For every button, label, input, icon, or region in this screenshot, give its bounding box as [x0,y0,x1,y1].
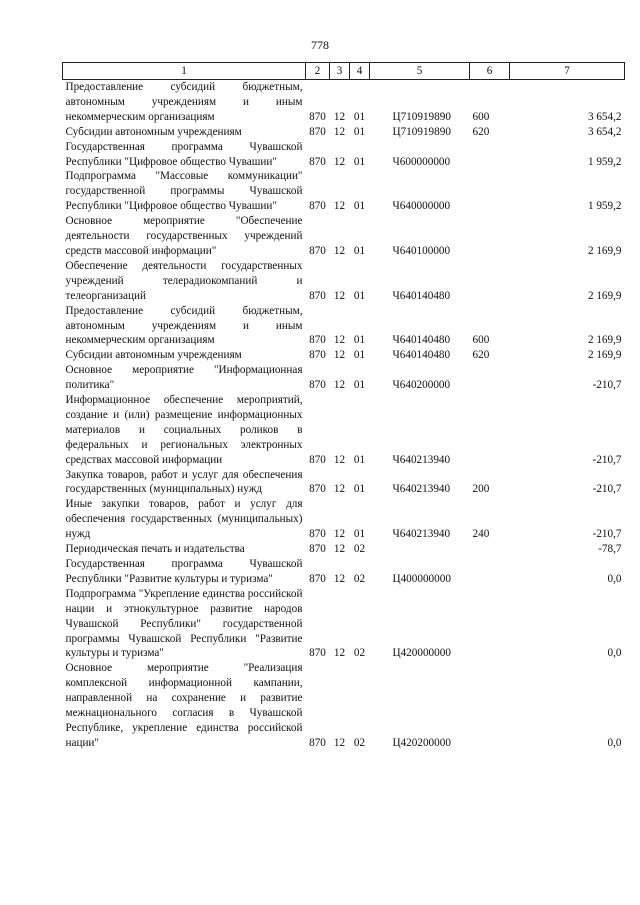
table-row [63,214,625,259]
target-article-code: Ц420200000 [392,736,451,749]
target-article-code: Ц710919890 [392,125,451,138]
expense-type-code [470,587,510,662]
item-name: Предоставление субсидий бюджетным, автономным учреждениям и иным некоммерческим организациям [65,304,303,347]
ministry-code: 870 [309,244,326,257]
amount: -210,7 [592,453,622,466]
amount: 2 169,9 [587,244,622,257]
expense-type-code [470,169,510,214]
item-name: Информационное обеспечение мероприятий, создание и (или) размещение информационных материалов и социальных роликов в федеральных и региональных электронных средствах массовой информации [65,394,303,466]
table-row [63,363,625,393]
target-article-code: Ц400000000 [392,572,451,585]
expense-type-code: 200 [472,483,490,496]
subsection-code: 01 [353,155,366,168]
table-row [63,542,625,557]
subsection-code: 01 [353,125,366,138]
target-article-code: Ч640213940 [392,483,451,496]
table-row [63,140,625,170]
amount: 2 169,9 [587,289,622,302]
target-article-code: Ч640100000 [392,244,451,257]
table-row [63,497,625,542]
subsection-code: 01 [353,289,366,302]
expense-type-code: 240 [472,528,490,541]
subsection-code: 01 [353,334,366,347]
amount: 0,0 [607,647,622,660]
section-code: 12 [333,110,346,123]
expense-type-code [470,259,510,304]
header-row [63,63,625,80]
item-name: Подпрограмма "Укрепление единства российской нации и этнокультурное развитие народов Чувашской Республики" государственной программы Чувашской Республики "Развитие культуры и туризма" [65,587,303,660]
section-code: 12 [333,379,346,392]
table-row [63,557,625,587]
target-article-code: Ц710919890 [392,110,451,123]
expense-type-code: 620 [472,125,490,138]
table-row [63,348,625,363]
target-article-code [370,542,470,557]
ministry-code: 870 [309,289,326,302]
page-number: 778 [311,38,329,52]
item-name: Подпрограмма "Массовые коммуникации" государственной программы Чувашской Республики "Цифровое общество Чувашии" [65,170,303,213]
amount: -210,7 [592,528,622,541]
expense-type-code [470,140,510,170]
amount: 1 959,2 [587,155,622,168]
item-name: Иные закупки товаров, работ и услуг для обеспечения государственных (муниципальных) нужд [65,498,303,541]
target-article-code: Ч640140480 [392,289,451,302]
amount: 0,0 [607,572,622,585]
table-body [63,80,625,751]
section-code: 12 [333,483,346,496]
amount: 0,0 [607,736,622,749]
table-row [63,468,625,498]
amount: -210,7 [592,379,622,392]
table-row [63,587,625,662]
budget-table [62,62,625,751]
expense-type-code [470,363,510,393]
expense-type-code [470,661,510,750]
target-article-code: Ч640213940 [392,528,451,541]
column-header: 5 [370,63,470,80]
target-article-code: Ч640200000 [392,379,451,392]
ministry-code: 870 [309,647,326,660]
section-code: 12 [333,572,346,585]
ministry-code: 870 [309,200,326,213]
ministry-code: 870 [309,125,326,138]
target-article-code: Ч640213940 [392,453,451,466]
subsection-code: 01 [353,528,366,541]
ministry-code: 870 [309,155,326,168]
expense-type-code [470,214,510,259]
table-row [63,169,625,214]
item-name: Государственная программа Чувашской Республики "Цифровое общество Чувашии" [65,140,303,168]
table-row [63,661,625,750]
section-code: 12 [333,289,346,302]
item-name: Закупка товаров, работ и услуг для обеспечения государственных (муниципальных) нужд [65,468,303,496]
item-name: Обеспечение деятельности государственных учреждений телерадиокомпаний и телеорганизаций [65,259,303,302]
table-row [63,393,625,468]
ministry-code: 870 [309,349,326,362]
subsection-code: 02 [353,543,366,556]
amount: -78,7 [598,543,622,556]
column-header: 6 [470,63,510,80]
item-name: Основное мероприятие "Обеспечение деятельности государственных учреждений средств массовой информации" [65,215,303,257]
amount: 3 654,2 [587,110,622,123]
section-code: 12 [333,349,346,362]
ministry-code: 870 [309,110,326,123]
item-name: Субсидии автономным учреждениям [65,125,242,138]
section-code: 12 [333,200,346,213]
section-code: 12 [333,155,346,168]
amount: -210,7 [592,483,622,496]
expense-type-code [470,557,510,587]
expense-type-code [470,542,510,557]
table-row [63,80,625,125]
amount: 1 959,2 [587,200,622,213]
ministry-code: 870 [309,483,326,496]
item-name: Государственная программа Чувашской Республики "Развитие культуры и туризма" [65,558,303,585]
ministry-code: 870 [309,736,326,749]
ministry-code: 870 [309,453,326,466]
expense-type-code [470,393,510,468]
item-name: Основное мероприятие "Информационная политика" [65,364,303,392]
subsection-code: 01 [353,379,366,392]
table-row [63,125,625,140]
table-row [63,259,625,304]
section-code: 12 [333,543,346,556]
subsection-code: 01 [353,244,366,257]
target-article-code: Ч640140480 [392,349,451,362]
subsection-code: 01 [353,483,366,496]
section-code: 12 [333,244,346,257]
column-header: 4 [350,63,370,80]
subsection-code: 01 [353,453,366,466]
ministry-code: 870 [309,334,326,347]
expense-type-code: 600 [472,334,490,347]
subsection-code: 02 [353,572,366,585]
ministry-code: 870 [309,528,326,541]
item-name: Основное мероприятие "Реализация комплексной информационной кампании, направленной на сохранение и развитие межнационального согласия в Чувашской Республике, укрепление единства российской нации" [65,662,303,749]
section-code: 12 [333,334,346,347]
expense-type-code: 600 [472,110,490,123]
amount: 3 654,2 [587,125,622,138]
item-name: Субсидии автономным учреждениям [65,349,242,362]
subsection-code: 02 [353,736,366,749]
column-header: 7 [510,63,625,80]
target-article-code: Ч640000000 [392,200,451,213]
column-header: 2 [306,63,330,80]
subsection-code: 01 [353,349,366,362]
column-header: 3 [330,63,350,80]
target-article-code: Ч640140480 [392,334,451,347]
column-header: 1 [63,63,306,80]
section-code: 12 [333,125,346,138]
target-article-code: Ч600000000 [392,155,451,168]
section-code: 12 [333,647,346,660]
item-name: Предоставление субсидий бюджетным, автономным учреждениям и иным некоммерческим организациям [65,81,303,123]
subsection-code: 01 [353,200,366,213]
ministry-code: 870 [309,572,326,585]
section-code: 12 [333,453,346,466]
amount: 2 169,9 [587,334,622,347]
target-article-code: Ц420000000 [392,647,451,660]
ministry-code: 870 [309,543,326,556]
amount: 2 169,9 [587,349,622,362]
section-code: 12 [333,528,346,541]
table-row [63,304,625,349]
expense-type-code: 620 [472,349,490,362]
table-header [63,63,625,80]
item-name: Периодическая печать и издательства [65,543,245,556]
ministry-code: 870 [309,379,326,392]
subsection-code: 01 [353,110,366,123]
section-code: 12 [333,736,346,749]
subsection-code: 02 [353,647,366,660]
